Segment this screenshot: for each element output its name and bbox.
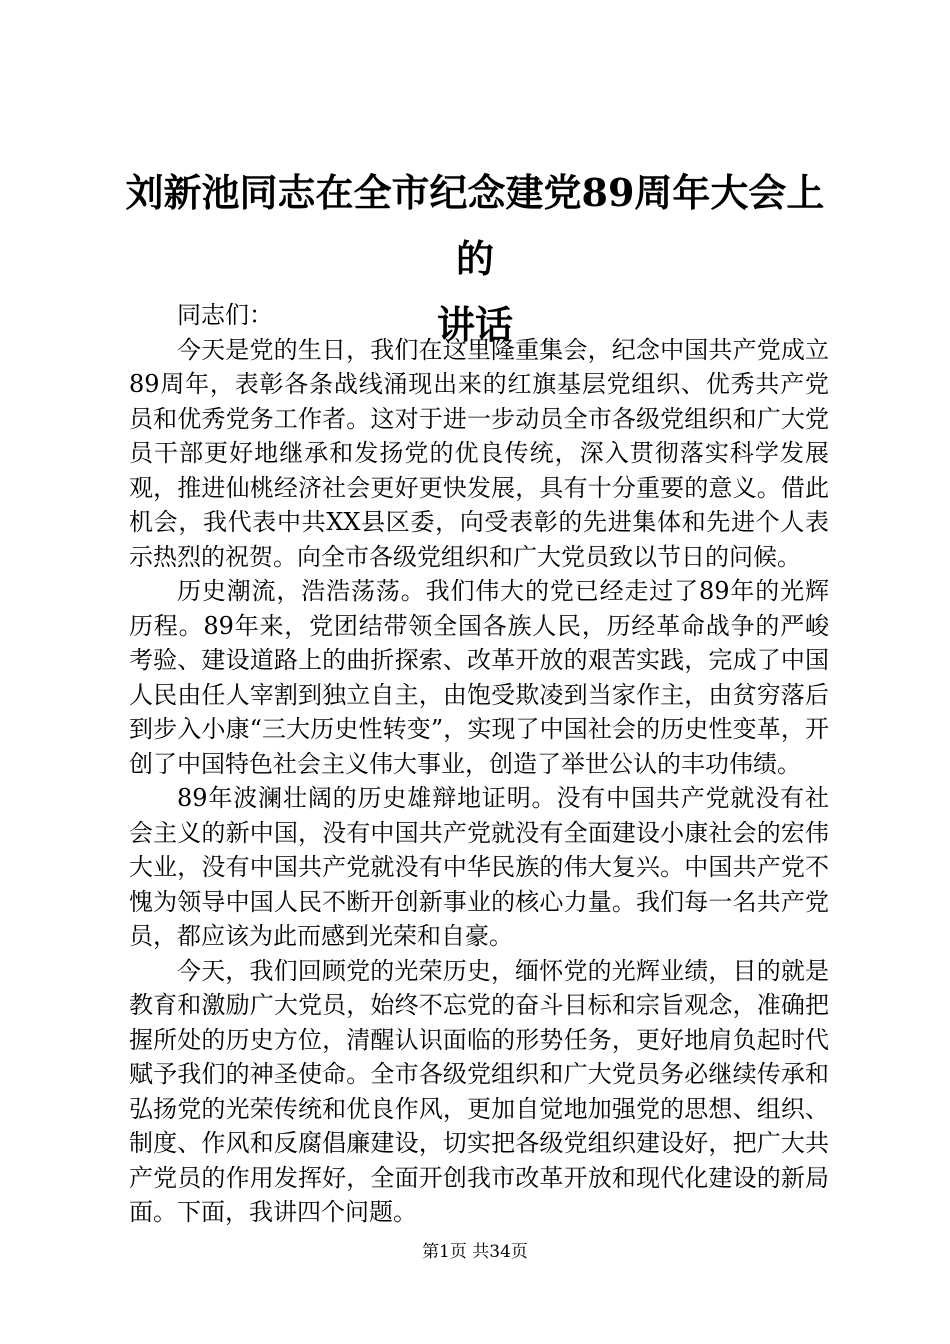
paragraph-1: 今天是党的生日，我们在这里隆重集会，纪念中国共产党成立89周年，表彰各条战线涌现出来的红旗基层党组织、优秀共产党员和优秀党务工作者。这对于进一步动员全市各级党组织和广大党员干部更好地继承和发扬党的优良传统，深入贯彻落实科学发展观，推进仙桃经济社会更好更快发展，具有十分重要的意义。借此机会，我代表中共XX县区委，向受表彰的先进集体和先进个人表示热烈的祝贺。向全市各级党组织和广大党员致以节日的问候。 bbox=[129, 335, 829, 571]
paragraph-4: 今天，我们回顾党的光荣历史，缅怀党的光辉业绩，目的就是教育和激励广大党员，始终不忘党的奋斗目标和宗旨观念，准确把握所处的历史方位，清醒认识面临的形势任务，更好地肩负起时代赋予我们的神圣使命。全市各级党组织和广大党员务必继续传承和弘扬党的光荣传统和优良作风，更加自觉地加强党的思想、组织、制度、作风和反腐倡廉建设，切实把各级党组织建设好，把广大共产党员的作用发挥好，全面开创我市改革开放和现代化建设的新局面。下面，我讲四个问题。 bbox=[129, 956, 829, 1226]
title-line-1: 刘新池同志在全市纪念建党89周年大会上的 bbox=[125, 170, 825, 281]
salutation: 同志们： bbox=[177, 301, 273, 329]
document-body bbox=[129, 298, 829, 1230]
title-line-2: 讲话 bbox=[436, 302, 513, 347]
paragraph-2: 历史潮流，浩浩荡荡。我们伟大的党已经走过了89年的光辉历程。89年来，党团结带领全国各族人民，历经革命战争的严峻考验、建设道路上的曲折探索、改革开放的艰苦实践，完成了中国人民由任人宰割到独立自主，由饱受欺凌到当家作主，由贫穷落后到步入小康“三大历史性转变”，实现了中国社会的历史性变革，开创了中国特色社会主义伟大事业，创造了举世公认的丰功伟绩。 bbox=[129, 577, 829, 778]
page-number-footer: 第1页 共34页 bbox=[422, 1242, 528, 1262]
paragraph-3: 89年波澜壮阔的历史雄辩地证明。没有中国共产党就没有社会主义的新中国，没有中国共产党就没有全面建设小康社会的宏伟大业，没有中国共产党就没有中华民族的伟大复兴。中国共产党不愧为领导中国人民不断开创新事业的核心力量。我们每一名共产党员，都应该为此而感到光荣和自豪。 bbox=[129, 784, 829, 950]
